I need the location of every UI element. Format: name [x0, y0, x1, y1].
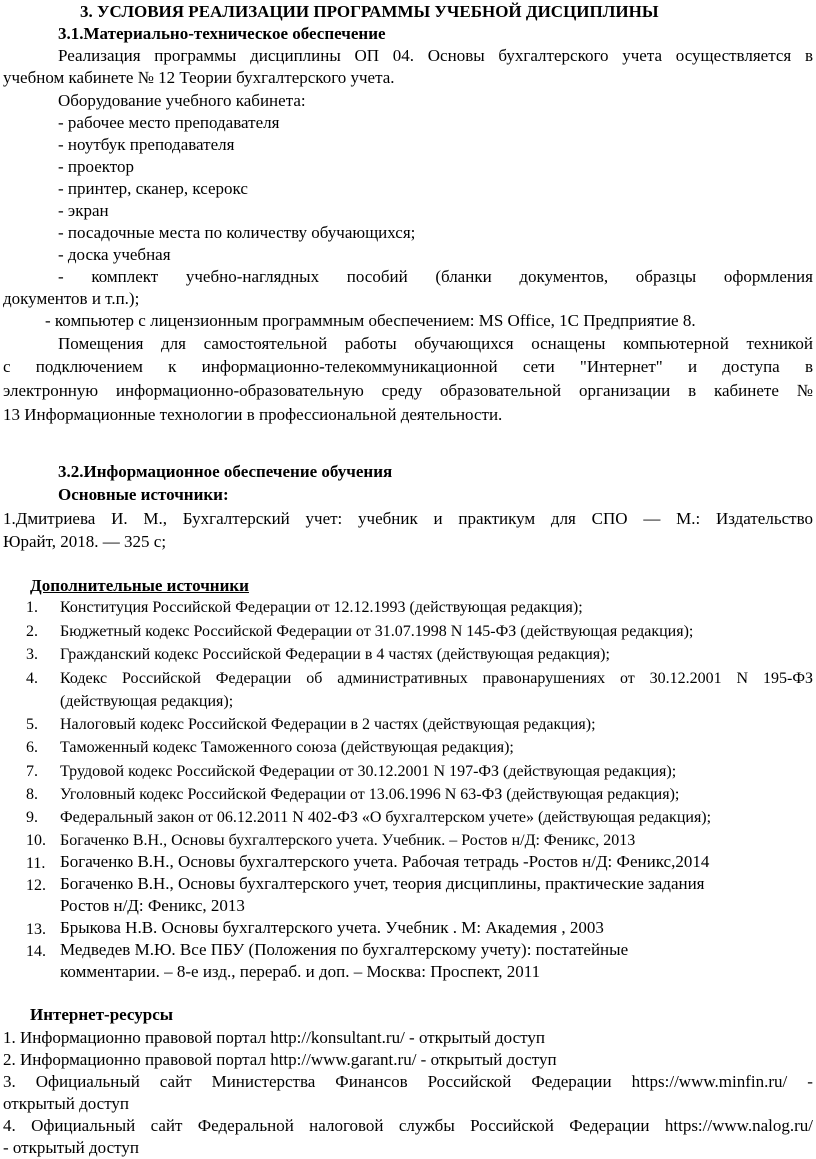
list-item: Трудовой кодекс Российской Федерации от 30.12.2001 N 197-ФЗ (действующая редакция); [60, 763, 677, 780]
word: комплект [91, 267, 159, 286]
list-number: 12. [26, 877, 46, 894]
list-item: Бюджетный кодекс Российской Федерации от 31.07.1998 N 145-ФЗ (действующая редакция); [60, 623, 694, 640]
word: правонарушениях [482, 670, 606, 687]
word: Федерации [531, 1072, 612, 1091]
word: Бухгалтерский [182, 509, 290, 528]
word: учет: [305, 509, 343, 528]
additional-sources-heading: Дополнительные источники [30, 576, 249, 595]
word: документов, [519, 267, 609, 286]
word: Реализация [58, 46, 141, 65]
equipment-heading: Оборудование учебного кабинета: [58, 91, 306, 110]
list-number: 2. [26, 623, 38, 640]
equipment-item: - рабочее место преподавателя [58, 113, 280, 132]
list-item-continuation: комментарии. – 8-е изд., перераб. и доп. – Москва: Проспект, 2011 [60, 962, 541, 981]
word: практикум [458, 509, 536, 528]
list-number: 3. [26, 646, 38, 663]
internet-item [3, 1072, 813, 1092]
list-number: 7. [26, 763, 38, 780]
list-item: Богаченко В.Н., Основы бухгалтерского учет, теория дисциплины, практические задания [60, 874, 705, 893]
list-number: 11. [26, 855, 46, 872]
word: техникой [746, 334, 813, 353]
list-number: 6. [26, 739, 38, 756]
word: дисциплины [250, 46, 341, 65]
equipment-item: - посадочные места по количеству обучающихся; [58, 223, 416, 242]
word: Официальный [31, 1116, 136, 1135]
list-item: Федеральный закон от 06.12.2011 N 402-ФЗ «О бухгалтерском учете» (действующая редакция); [60, 809, 712, 826]
word: бухгалтерского [498, 46, 609, 65]
word: Издательство [715, 509, 813, 528]
word: М., [143, 509, 168, 528]
word: Федерации [215, 670, 292, 687]
word: программы [154, 46, 237, 65]
list-number: 13. [26, 921, 46, 938]
word: налоговой [309, 1116, 384, 1135]
word: СПО [591, 509, 628, 528]
word: среду [381, 381, 423, 400]
word: (бланки [435, 267, 492, 286]
internet-item-continuation: - открытый доступ [3, 1138, 139, 1157]
list-number: 4. [26, 670, 38, 687]
word: Кодекс [60, 670, 108, 687]
word: И. [111, 509, 128, 528]
list-number: 9. [26, 809, 38, 826]
word: 1.Дмитриева [3, 509, 96, 528]
list-item: Медведев М.Ю. Все ПБУ (Положения по бухгалтерскому учету): постатейные [60, 940, 629, 959]
word: N [736, 670, 749, 687]
list-item: Богаченко В.Н., Основы бухгалтерского учета. Рабочая тетрадь -Ростов н/Д: Феникс,2014 [60, 852, 710, 871]
equipment-item: - экран [58, 201, 109, 220]
word: 30.12.2001 [649, 670, 722, 687]
internet-resources-heading: Интернет-ресурсы [30, 1005, 174, 1024]
list-number: 1. [26, 599, 38, 616]
word: - [807, 1072, 813, 1091]
word: "Интернет" [579, 357, 663, 376]
list-number: 14. [26, 943, 46, 960]
word: кабинете [713, 381, 779, 400]
word: от [619, 670, 635, 687]
word: Помещения [58, 334, 144, 353]
intro-line-1 [58, 46, 813, 66]
word: в [688, 381, 697, 400]
word: пособий [346, 267, 408, 286]
word: и [433, 509, 443, 528]
computer-line: - компьютер с лицензионным программным обеспечением: MS Office, 1С Предприятие 8. [45, 311, 696, 330]
word: 195-ФЗ [762, 670, 813, 687]
kit-line-1 [58, 267, 813, 287]
equipment-item: - ноутбук преподавателя [58, 135, 235, 154]
word: 04. [392, 46, 415, 65]
internet-item: 1. Информационно правовой портал http://konsultant.ru/ - открытый доступ [3, 1028, 545, 1047]
list-item: Таможенный кодекс Таможенного союза (действующая редакция); [60, 739, 514, 756]
word: для [550, 509, 576, 528]
word: 3. [3, 1072, 16, 1091]
word: Федеральной [197, 1116, 294, 1135]
equipment-item: - доска учебная [58, 245, 171, 264]
word: подключением [35, 357, 143, 376]
word: доступа [722, 357, 780, 376]
word: 4. [3, 1116, 16, 1135]
word: — [643, 509, 661, 528]
word: Финансов [335, 1072, 408, 1091]
kit-line-2: документов и т.п.); [3, 289, 140, 308]
word: об [306, 670, 323, 687]
word: информационно-телекоммуникационной [201, 357, 498, 376]
list-item: Брыкова Н.В. Основы бухгалтерского учета. Учебник . М: Академия , 2003 [60, 918, 604, 937]
rooms-line-3 [3, 381, 813, 401]
word: - [58, 267, 64, 286]
list-item: Уголовный кодекс Российской Федерации от 13.06.1996 N 63-ФЗ (действующая редакция); [60, 786, 680, 803]
word: Российской [470, 1116, 554, 1135]
list-item: Налоговый кодекс Российской Федерации в 2 частях (действующая редакция); [60, 716, 596, 733]
word: работы [344, 334, 397, 353]
word: информационно-образовательную [115, 381, 364, 400]
word: электронную [3, 381, 99, 400]
word: обучающихся [414, 334, 514, 353]
internet-item: 2. Информационно правовой портал http://www.garant.ru/ - открытый доступ [3, 1050, 557, 1069]
list-item [60, 669, 813, 689]
section-title: 3. УСЛОВИЯ РЕАЛИЗАЦИИ ПРОГРАММЫ УЧЕБНОЙ ДИСЦИПЛИНЫ [80, 2, 659, 21]
word: Федерации [569, 1116, 650, 1135]
rooms-line-2 [3, 357, 813, 377]
word: компьютерной [623, 334, 729, 353]
word: для [161, 334, 186, 353]
list-number: 8. [26, 786, 38, 803]
word: оснащены [531, 334, 606, 353]
word: административных [337, 670, 468, 687]
word: учебник [358, 509, 418, 528]
word: Российской [122, 670, 201, 687]
word: образцы [635, 267, 697, 286]
list-item: Богаченко В.Н., Основы бухгалтерского учета. Учебник. – Ростов н/Д: Феникс, 2013 [60, 832, 636, 849]
list-item: Гражданский кодекс Российской Федерации в 4 частях (действующая редакция); [60, 646, 610, 663]
internet-item [3, 1116, 813, 1136]
word: оформления [723, 267, 813, 286]
word: учебно-наглядных [185, 267, 320, 286]
list-item: Конституция Российской Федерации от 12.12.1993 (действующая редакция); [60, 599, 583, 616]
word: и [687, 357, 698, 376]
subsection-title-info: 3.2.Информационное обеспечение обучения [58, 462, 393, 481]
word: ОП [354, 46, 380, 65]
word: осуществляется [675, 46, 792, 65]
word: в [804, 357, 813, 376]
word: Министерства [211, 1072, 316, 1091]
intro-line-2: учебном кабинете № 12 Теории бухгалтерского учета. [3, 68, 395, 87]
equipment-item: - принтер, сканер, ксерокс [58, 179, 248, 198]
rooms-line-4: 13 Информационные технологии в профессиональной деятельности. [3, 405, 503, 424]
rooms-line-1 [58, 334, 813, 354]
word: образовательной [440, 381, 562, 400]
word: службы [398, 1116, 455, 1135]
main-source-line-1 [3, 509, 813, 529]
word: М.: [676, 509, 701, 528]
equipment-item: - проектор [58, 157, 135, 176]
word: https://www.nalog.ru/ [664, 1116, 813, 1135]
word: Российской [427, 1072, 512, 1091]
main-source-line-2: Юрайт, 2018. — 325 с; [3, 532, 167, 551]
word: самостоятельной [203, 334, 328, 353]
word: с [3, 357, 11, 376]
subsection-title-material: 3.1.Материально-техническое обеспечение [58, 24, 386, 43]
word: Основы [427, 46, 485, 65]
main-sources-heading: Основные источники: [58, 485, 229, 504]
word: https://www.minfin.ru/ [631, 1072, 788, 1091]
word: учета [622, 46, 663, 65]
list-number: 5. [26, 716, 38, 733]
word: к [168, 357, 177, 376]
word: сайт [150, 1116, 183, 1135]
list-item-continuation: Ростов н/Д: Феникс, 2013 [60, 896, 245, 915]
internet-item-continuation: открытый доступ [3, 1094, 130, 1113]
word: сети [522, 357, 555, 376]
list-item-continuation: (действующая редакция); [60, 693, 234, 710]
word: в [804, 46, 813, 65]
word: № [796, 381, 813, 400]
word: сайт [159, 1072, 192, 1091]
word: Официальный [35, 1072, 140, 1091]
list-number: 10. [26, 832, 46, 849]
word: организации [578, 381, 671, 400]
